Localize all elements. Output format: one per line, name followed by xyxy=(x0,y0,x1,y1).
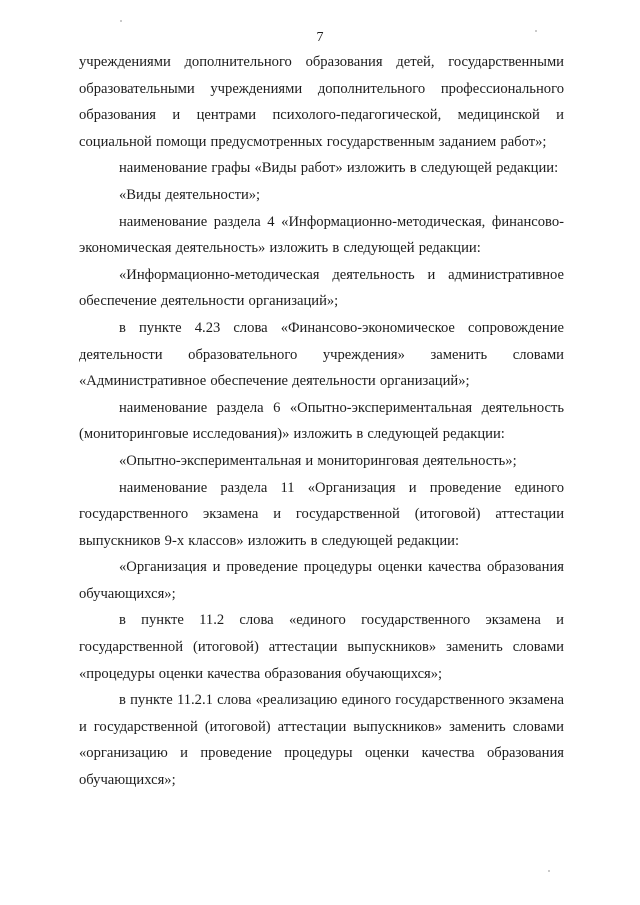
paragraph-new-column-title: «Виды деятельности»; xyxy=(119,186,261,203)
paragraph-section-6-title-change: наименование раздела 6 «Опытно-экспериментальная деятельность (мониторинговые исследования)» изложить в следующей редакции: xyxy=(79,399,564,443)
paragraph-column-title-change: наименование графы «Виды работ» изложить в следующей редакции: xyxy=(119,160,559,177)
paragraph-section-4-new-title: «Информационно-методическая деятельность и административное обеспечение деятельности организаций»; xyxy=(79,266,564,310)
document-body xyxy=(79,49,564,794)
paragraph-item-11-2-change: в пункте 11.2 слова «единого государственного экзамена и государственной (итоговой) аттестации выпускников» заменить словами «процедуры оценки качества образования обучающихся»; xyxy=(79,612,564,682)
scan-speck xyxy=(548,870,550,872)
page-number: 7 xyxy=(316,30,324,45)
paragraph-section-11-new-title: «Организация и проведение процедуры оценки качества образования обучающихся»; xyxy=(79,559,564,602)
paragraph-section-6-new-title: «Опытно-экспериментальная и мониторинговая деятельность»; xyxy=(119,452,517,469)
paragraph-continuation: учреждениями дополнительного образования детей, государственными образовательными учреждениями дополнительного профессионального образования и центрами психолого-педагогической, медицинской и социальной помощи предусмотренных государственным заданием работ»; xyxy=(79,54,564,150)
paragraph-section-11-title-change: наименование раздела 11 «Организация и проведение единого государственного экзамена и государственной (итоговой) аттестации выпускников 9-х классов» изложить в следующей редакции: xyxy=(79,479,564,549)
paragraph-item-4-23-change: в пункте 4.23 слова «Финансово-экономическое сопровождение деятельности образовательного учреждения» заменить словами «Административное обеспечение деятельности организаций»; xyxy=(79,319,564,390)
scan-speck xyxy=(535,30,537,32)
scan-speck xyxy=(120,20,122,22)
paragraph-section-4-title-change: наименование раздела 4 «Информационно-методическая, финансово-экономическая деятельность» изложить в следующей редакции: xyxy=(79,213,564,257)
paragraph-item-11-2-1-change: в пункте 11.2.1 слова «реализацию единого государственного экзамена и государственной (итоговой) аттестации выпускников» заменить словами «организацию и проведение процедуры оценки качества образования обучающихся»; xyxy=(79,692,564,789)
